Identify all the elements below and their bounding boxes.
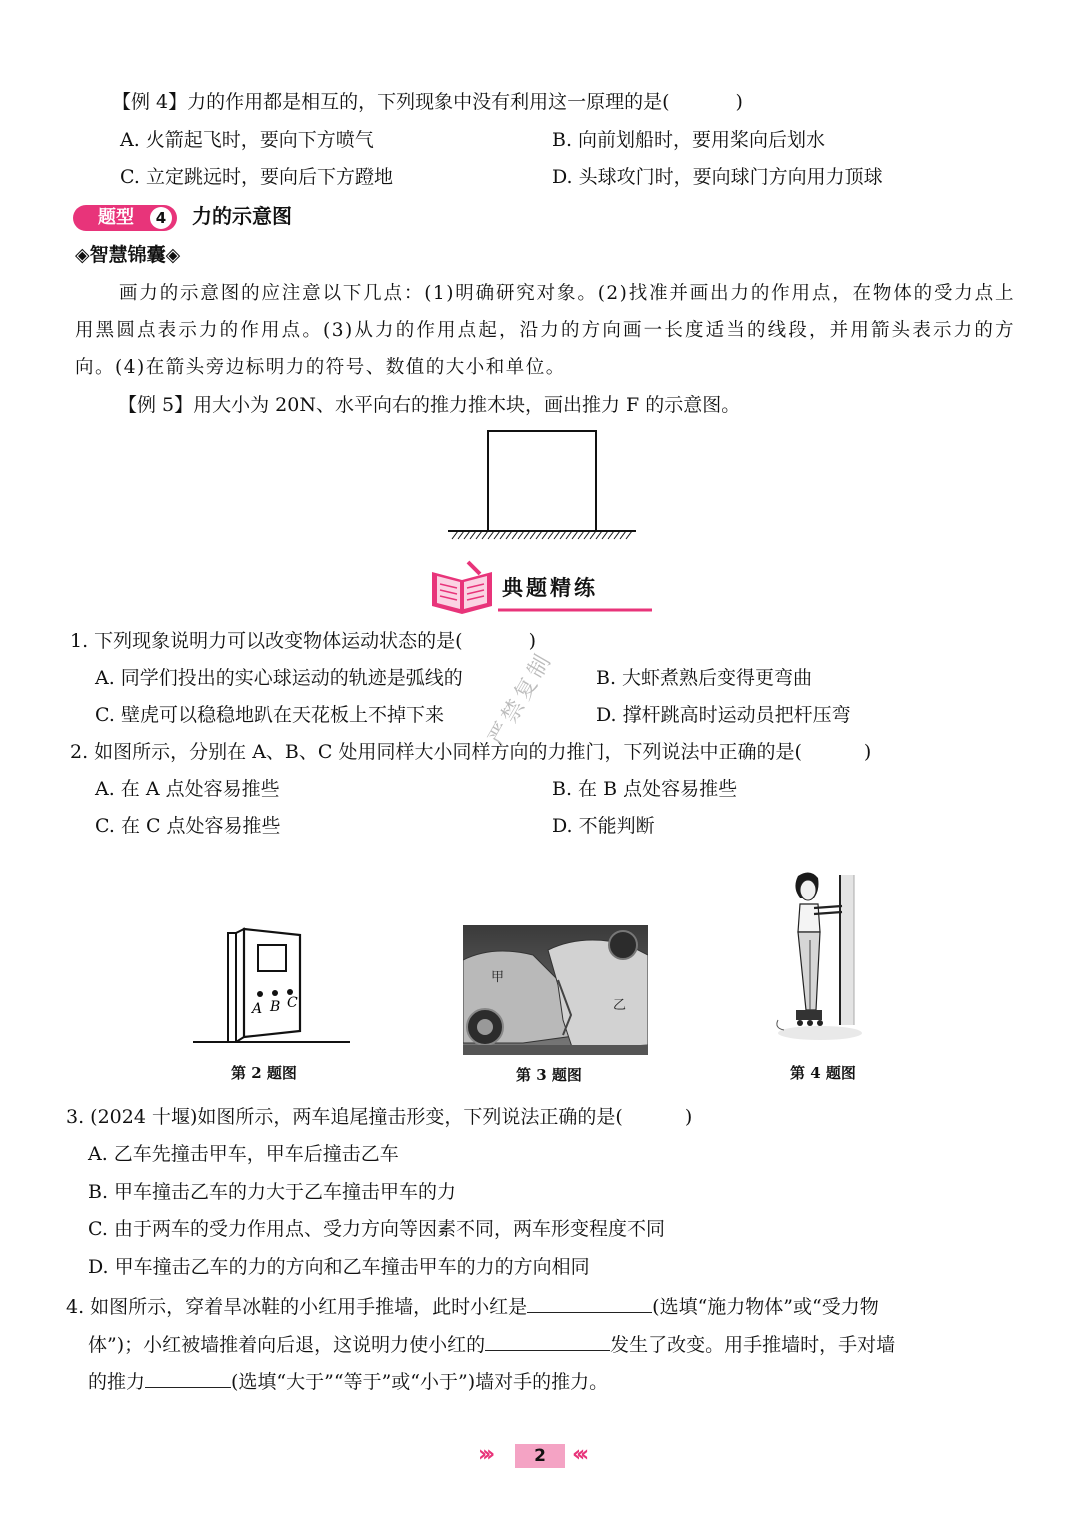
- ex4-option-d: D. 头球攻门时，要向球门方向用力顶球: [552, 166, 883, 188]
- q2-option-d: D. 不能判断: [552, 815, 655, 837]
- q4-line2: 体”)；小红被墙推着向后退，这说明力使小红的 发生了改变。用手推墙时，手对墙: [88, 1330, 895, 1358]
- page-right-chevrons: ‹‹‹: [572, 1442, 585, 1467]
- page-number: 2: [534, 1446, 546, 1466]
- type-badge-number: 4: [150, 207, 172, 229]
- wood-block: [488, 431, 596, 531]
- q3-option-a: A. 乙车先撞击甲车，甲车后撞击乙车: [88, 1143, 399, 1165]
- fig2-caption: 第 2 题图: [231, 1064, 297, 1082]
- car-crash-photo: [463, 925, 648, 1055]
- girl-pushing-wall-figure: [770, 870, 880, 1050]
- wisdom-paragraph: 画力的示意图的应注意以下几点：(1)明确研究对象。(2)找准并画出力的作用点，在物体的受力点上用黑圆点表示力的作用点。(3)从力的作用点起，沿力的方向画一长度适当的线段，并用箭头表示力的方向。(4)在箭头旁边标明力的符号、数值的大小和单位。: [75, 283, 1015, 378]
- block-on-ground-figure: [440, 425, 645, 545]
- answer-blank-1[interactable]: [527, 1292, 652, 1313]
- ex4-option-b: B. 向前划船时，要用桨向后划水: [552, 129, 826, 151]
- q3-option-d: D. 甲车撞击乙车的力的方向和乙车撞击甲车的力的方向相同: [88, 1256, 590, 1278]
- type-title: 力的示意图: [192, 204, 292, 228]
- ex4-option-a: A. 火箭起飞时，要向下方喷气: [120, 129, 374, 151]
- door-label-c: C: [287, 995, 298, 1011]
- q3-option-b: B. 甲车撞击乙车的力大于乙车撞击甲车的力: [88, 1181, 457, 1203]
- q2-option-c: C. 在 C 点处容易推些: [95, 815, 281, 837]
- answer-blank-2[interactable]: [485, 1330, 610, 1351]
- q2-option-b: B. 在 B 点处容易推些: [552, 778, 738, 800]
- q2-option-a: A. 在 A 点处容易推些: [95, 778, 280, 800]
- door-figure: [190, 925, 355, 1050]
- q3-option-c: C. 由于两车的受力作用点、受力方向等因素不同，两车形变程度不同: [88, 1218, 665, 1240]
- fig3-caption: 第 3 题图: [516, 1066, 582, 1084]
- page-left-chevrons: ›››: [478, 1442, 491, 1467]
- ex4-stem: 【例 4】力的作用都是相互的，下列现象中没有利用这一原理的是( ): [112, 91, 743, 113]
- q1-option-c: C. 壁虎可以稳稳地趴在天花板上不掉下来: [95, 704, 444, 726]
- book-icon: [432, 562, 492, 614]
- q4-line1: 4. 如图所示，穿着旱冰鞋的小红用手推墙，此时小红是 (选填“施力物体”或“受力物: [66, 1292, 879, 1320]
- q1-stem: 1. 下列现象说明力可以改变物体运动状态的是( ): [70, 630, 537, 652]
- car-label-yi: 乙: [613, 998, 627, 1013]
- q1-option-d: D. 撑杆跳高时运动员把杆压弯: [596, 704, 851, 726]
- q3-stem: 3. (2024 十堰)如图所示，两车追尾撞击形变，下列说法正确的是( ): [66, 1106, 693, 1128]
- door-label-a: A: [252, 1001, 263, 1017]
- q1-option-a: A. 同学们投出的实心球运动的轨迹是弧线的: [95, 667, 463, 689]
- ground-hatch: [452, 531, 632, 539]
- wisdom-title: ◈智慧锦囊◈: [75, 244, 181, 266]
- type-badge-label: 题型: [98, 207, 134, 228]
- q1-option-b: B. 大虾煮熟后变得更弯曲: [596, 667, 813, 689]
- watermark: 严禁复制: [484, 647, 558, 750]
- q2-stem: 2. 如图所示，分别在 A、B、C 处用同样大小同样方向的力推门，下列说法中正确的是( ): [70, 741, 872, 763]
- fig4-caption: 第 4 题图: [790, 1064, 856, 1082]
- q4-line3: 的推力 (选填“大于”“等于”或“小于”)墙对手的推力。: [88, 1367, 608, 1395]
- car-label-jia: 甲: [491, 970, 505, 985]
- ex5-stem: 【例 5】用大小为 20N、水平向右的推力推木块，画出推力 F 的示意图。: [118, 394, 741, 416]
- door-label-b: B: [270, 999, 281, 1015]
- ex4-option-c: C. 立定跳远时，要向后下方蹬地: [120, 166, 393, 188]
- answer-blank-3[interactable]: [145, 1367, 231, 1388]
- section-title: 典题精练: [502, 575, 598, 600]
